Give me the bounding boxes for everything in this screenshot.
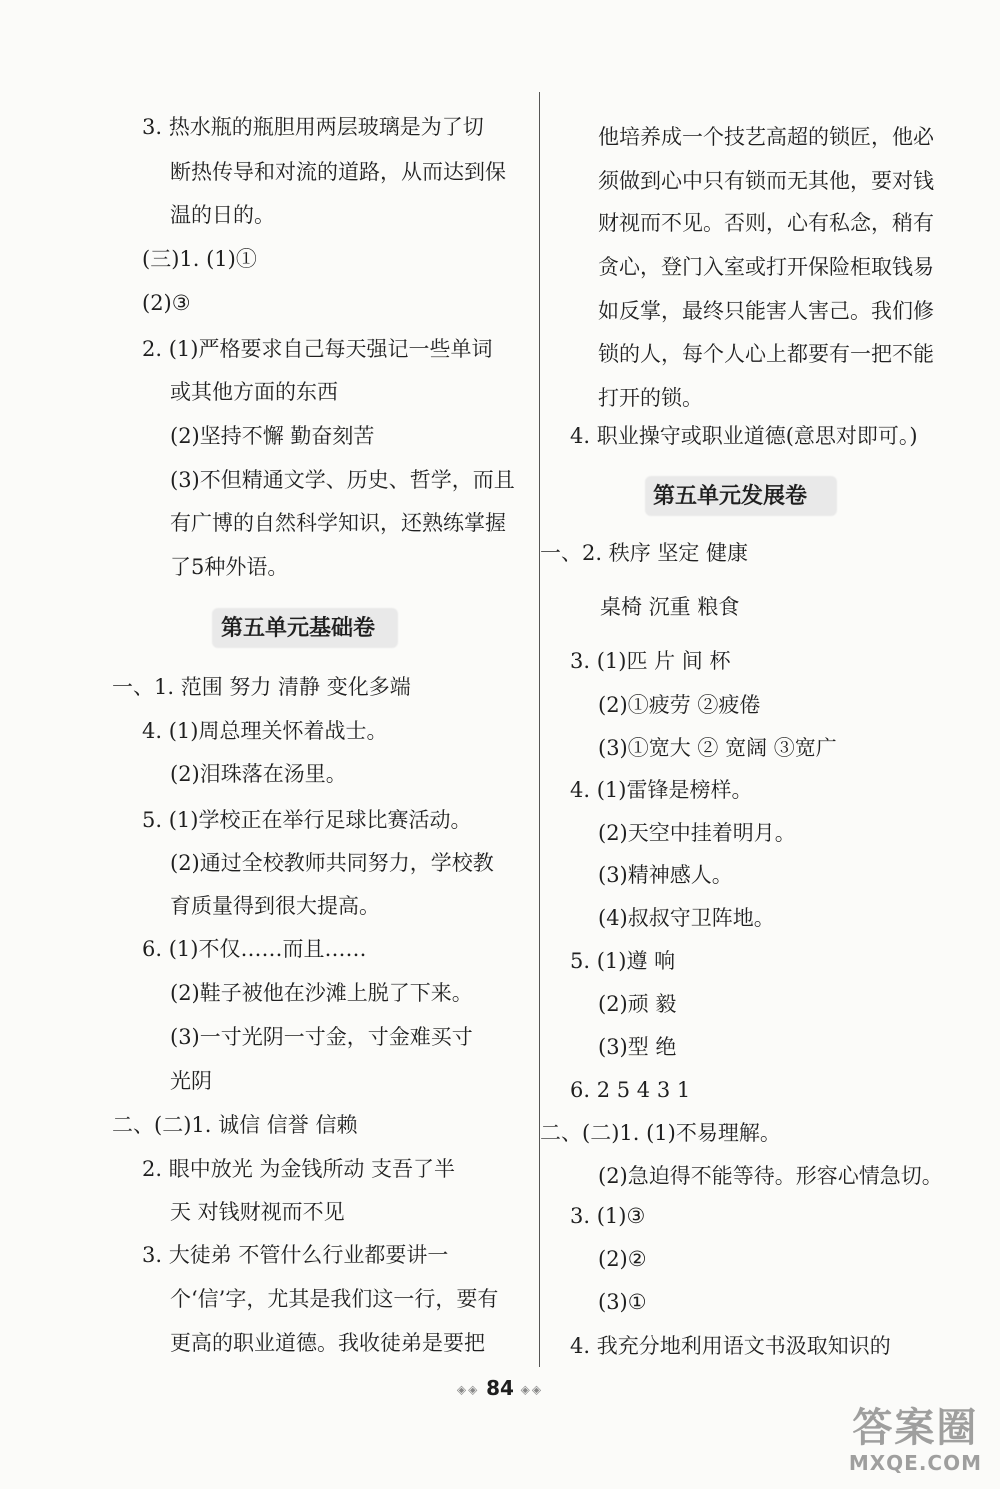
text-line: (2)①疲劳 ②疲倦 — [598, 693, 761, 717]
text-line: 断热传导和对流的道路，从而达到保 — [170, 160, 506, 184]
text-line: (2)通过全校教师共同努力，学校教 — [170, 851, 494, 875]
text-line: 4. 我充分地利用语文书汲取知识的 — [570, 1334, 891, 1358]
text-line: 3. 大徒弟 不管什么行业都要讲一 — [142, 1243, 449, 1267]
text-line: 个‘信’字，尤其是我们这一行，要有 — [170, 1287, 499, 1311]
text-line: 二、(二)1. (1)不易理解。 — [540, 1121, 781, 1145]
text-line: 财视而不见。否则，心有私念，稍有 — [598, 211, 934, 235]
text-line: 桌椅 沉重 粮食 — [600, 595, 740, 619]
section-title-development: 第五单元发展卷 — [653, 484, 808, 509]
text-line: 3. (1)③ — [570, 1204, 646, 1228]
text-line: 5. (1)学校正在举行足球比赛活动。 — [142, 808, 472, 832]
text-line: 打开的锁。 — [598, 386, 703, 410]
text-line: (2)坚持不懈 勤奋刻苦 — [170, 424, 375, 448]
text-line: (2)顽 毅 — [598, 992, 677, 1016]
text-line: 或其他方面的东西 — [170, 380, 338, 404]
text-line: 他培养成一个技艺高超的锁匠，他必 — [598, 125, 934, 149]
text-line: 二、(二)1. 诚信 信誉 信赖 — [112, 1113, 358, 1137]
text-line: 2. (1)严格要求自己每天强记一些单词 — [142, 337, 493, 361]
text-line: (2)鞋子被他在沙滩上脱了下来。 — [170, 981, 473, 1005]
text-line: 有广博的自然科学知识，还熟练掌握 — [170, 511, 506, 535]
text-line: 温的日的。 — [170, 203, 275, 227]
section-title-basic: 第五单元基础卷 — [221, 616, 376, 641]
text-line: 光阴 — [170, 1069, 212, 1093]
text-line: 6. 2 5 4 3 1 — [570, 1078, 691, 1102]
page-number: 84 — [486, 1376, 514, 1400]
watermark — [849, 1405, 982, 1475]
text-line: 3. 热水瓶的瓶胆用两层玻璃是为了切 — [142, 115, 484, 139]
watermark-url: MXQE.COM — [848, 1451, 982, 1475]
text-line: 一、2. 秩序 坚定 健康 — [540, 541, 749, 565]
text-line: 须做到心中只有锁而无其他，要对钱 — [598, 169, 934, 193]
left-ornament-icon: ◈◈ — [456, 1382, 480, 1397]
text-line: 更高的职业道德。我收徒弟是要把 — [170, 1331, 485, 1355]
text-line: (三)1. (1)① — [142, 247, 257, 271]
text-line: (2)② — [598, 1247, 647, 1271]
text-line: 一、1. 范围 努力 清静 变化多端 — [112, 675, 411, 699]
text-line: (3)一寸光阴一寸金，寸金难买寸 — [170, 1025, 473, 1049]
column-divider — [539, 92, 540, 1367]
text-line: 育质量得到很大提高。 — [170, 894, 380, 918]
text-line: (3)型 绝 — [598, 1035, 677, 1059]
text-line: (4)叔叔守卫阵地。 — [598, 906, 775, 930]
text-line: 4. (1)雷锋是榜样。 — [570, 778, 753, 802]
text-line: 锁的人，每个人心上都要有一把不能 — [598, 342, 934, 366]
text-line: (3)精神感人。 — [598, 863, 733, 887]
text-line: 5. (1)遵 响 — [570, 949, 676, 973]
text-line: 贪心，登门入室或打开保险柜取钱易 — [598, 255, 934, 279]
text-line: (3)① — [598, 1290, 647, 1314]
text-line: 3. (1)匹 片 间 杯 — [570, 649, 731, 673]
text-line: 4. (1)周总理关怀着战士。 — [142, 719, 388, 743]
text-line: 如反掌，最终只能害人害己。我们修 — [598, 299, 934, 323]
text-line: 2. 眼中放光 为金钱所动 支吾了半 — [142, 1157, 456, 1181]
text-line: 4. 职业操守或职业道德(意思对即可。) — [570, 424, 918, 448]
watermark-logo-text: 答案圈 — [852, 1405, 979, 1451]
text-line: 6. (1)不仅……而且…… — [142, 937, 367, 961]
text-line: 天 对钱财视而不见 — [170, 1200, 345, 1224]
text-line: 了5种外语。 — [170, 555, 289, 579]
page-footer — [0, 1376, 1000, 1400]
text-line: (2)③ — [142, 291, 191, 315]
text-line: (2)天空中挂着明月。 — [598, 821, 796, 845]
text-line: (2)急迫得不能等待。形容心情急切。 — [598, 1164, 943, 1188]
text-line: (2)泪珠落在汤里。 — [170, 762, 347, 786]
text-line: (3)①宽大 ② 宽阔 ③宽广 — [598, 736, 837, 760]
right-ornament-icon: ◈◈ — [520, 1382, 544, 1397]
text-line: (3)不但精通文学、历史、哲学，而且 — [170, 468, 515, 492]
